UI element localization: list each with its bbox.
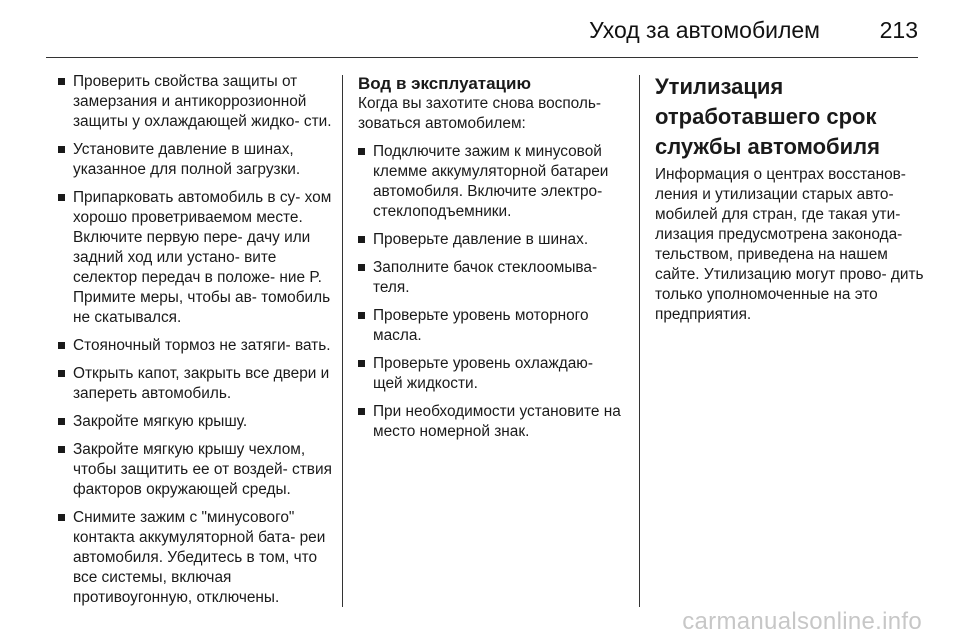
list-item: Проверить свойства защиты от замерзания и антикоррозионной защиты у охлаждающей жидко- сти. (58, 72, 334, 132)
header-rule (46, 57, 918, 58)
bullet-square-icon (58, 78, 65, 85)
bullet-square-icon (358, 312, 365, 319)
bullet-square-icon (358, 264, 365, 271)
bullet-square-icon (358, 360, 365, 367)
list-item: Закройте мягкую крышу. (58, 412, 334, 432)
column-divider-1 (342, 75, 343, 607)
list-item: Проверьте уровень охлаждаю- щей жидкости. (358, 354, 626, 394)
list-item: Закройте мягкую крышу чехлом, чтобы защитить ее от воздей- ствия факторов окружающей среды. (58, 440, 334, 500)
bullet-square-icon (358, 236, 365, 243)
list-item: Проверьте уровень моторного масла. (358, 306, 626, 346)
bullet-square-icon (58, 418, 65, 425)
bullet-square-icon (58, 342, 65, 349)
column-recommissioning (358, 72, 626, 450)
bullet-square-icon (58, 446, 65, 453)
bullet-square-icon (358, 408, 365, 415)
page-title: Уход за автомобилем (589, 17, 820, 43)
bullet-square-icon (358, 148, 365, 155)
section-heading-disposal: Утилизация отработавшего срок службы автомобиля (655, 74, 880, 159)
section-heading-recommissioning: Вод в эксплуатацию (358, 74, 531, 93)
bullet-square-icon (58, 194, 65, 201)
storage-steps-list (58, 72, 334, 608)
list-item: Заполните бачок стеклоомыва- теля. (358, 258, 626, 298)
list-item: Установите давление в шинах, указанное для полной загрузки. (58, 140, 334, 180)
list-item: Проверьте давление в шинах. (358, 230, 626, 250)
bullet-square-icon (58, 514, 65, 521)
list-item: Припарковать автомобиль в су- хом хорошо проветриваемом месте. Включите первую пере- дачу или задний ход или устано- вите селектор передач в положе- ние P. Примите меры, чтобы ав- томобиль не скатывался. (58, 188, 334, 328)
watermark: carmanualsonline.info (682, 608, 922, 635)
disposal-body-text: Информация о центрах восстанов- ления и утилизации старых авто- мобилей для стран, где такая ути- лизация предусмотрена законода- тельством, приведена на нашем сайте. Утилизацию могут прово- дить только уполномоченные на это предприятия. (655, 166, 924, 323)
column-storage-steps (58, 72, 334, 616)
page-number: 213 (879, 17, 918, 43)
list-item: Стояночный тормоз не затяги- вать. (58, 336, 334, 356)
column-divider-2 (639, 75, 640, 607)
bullet-square-icon (58, 370, 65, 377)
recommissioning-steps-list (358, 142, 626, 442)
list-item: Снимите зажим с "минусового" контакта аккумуляторной бата- реи автомобиля. Убедитесь в том, что все системы, включая противоугонную, отключены. (58, 508, 334, 608)
list-item: Открыть капот, закрыть все двери и запереть автомобиль. (58, 364, 334, 404)
column-disposal (655, 72, 935, 333)
list-item: При необходимости установите на место номерной знак. (358, 402, 626, 442)
bullet-square-icon (58, 146, 65, 153)
section-intro: Когда вы захотите снова восполь- зоваться автомобилем: (358, 95, 602, 132)
list-item: Подключите зажим к минусовой клемме аккумуляторной батареи автомобиля. Включите электро- стеклоподъемники. (358, 142, 626, 222)
